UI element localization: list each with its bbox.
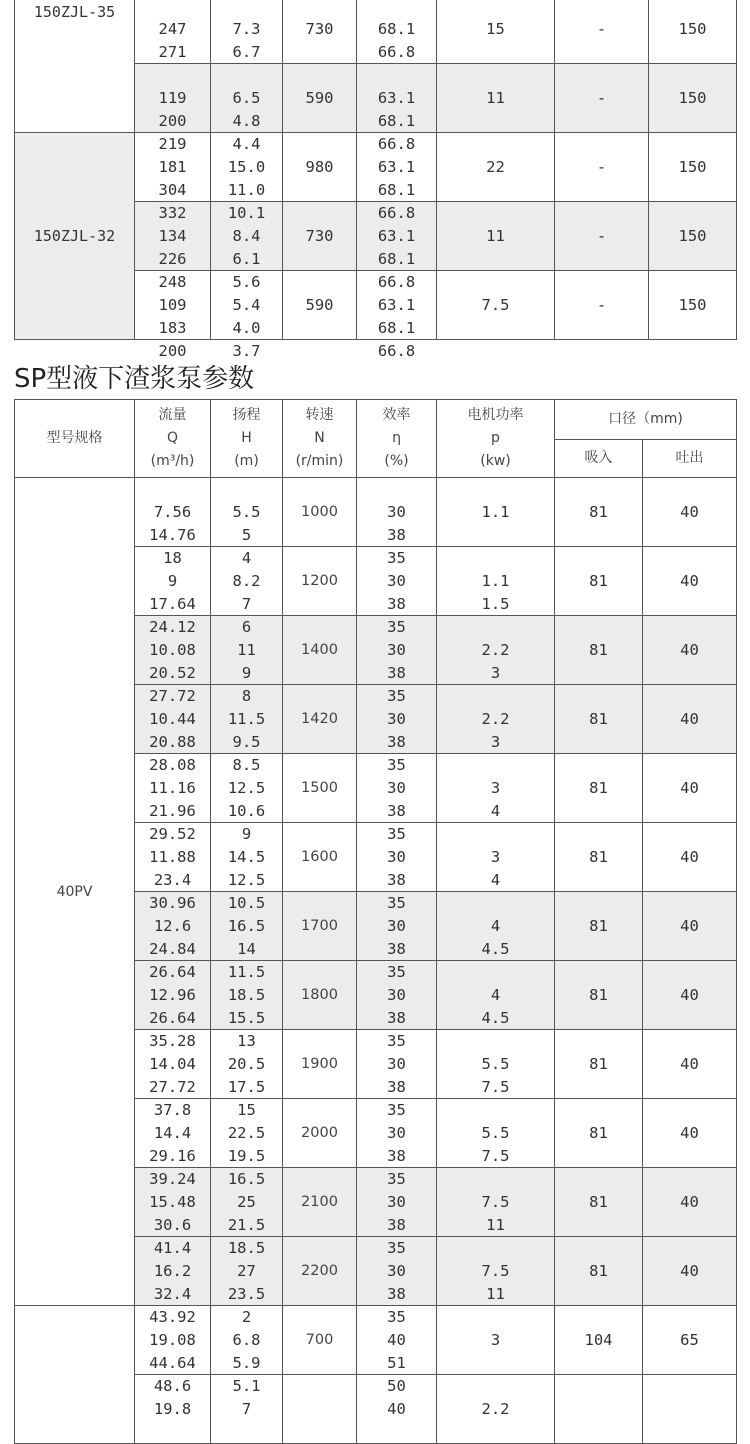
outlet-cell: 40 (643, 685, 737, 754)
head-cell: 18.5 15.5 13 (211, 961, 283, 1030)
power-cell: 11 (437, 202, 555, 271)
power-cell: 7.5 11 (437, 1168, 555, 1237)
speed-cell: 2200 (283, 1237, 357, 1306)
model-cell: 40PV (15, 478, 135, 1306)
inlet-cell: 81 (555, 823, 643, 892)
head-cell: 6.5 4.8 4.4 (211, 64, 283, 133)
speed-cell: 1400 (283, 616, 357, 685)
head-cell: 27 23.5 2 (211, 1237, 283, 1306)
outlet-cell: 150 (649, 202, 737, 271)
efficiency-cell: 30 38 35 (357, 547, 437, 616)
flow-cell: 14.4 29.16 39.24 (135, 1099, 211, 1168)
outlet-cell: 40 (643, 1099, 737, 1168)
inlet-cell: 81 (555, 616, 643, 685)
power-cell: 3 (437, 1306, 555, 1375)
inlet-cell: 81 (555, 547, 643, 616)
speed-cell: 590 (283, 64, 357, 133)
speed-cell: 1700 (283, 892, 357, 961)
flow-cell: 7.56 14.76 18 (135, 478, 211, 547)
inlet-cell: 81 (555, 1030, 643, 1099)
efficiency-cell: 63.1 68.1 66.8 (357, 133, 437, 202)
efficiency-cell: 30 38 35 (357, 1168, 437, 1237)
power-cell: 7.5 11 (437, 1237, 555, 1306)
head-cell: 25 21.5 18.5 (211, 1168, 283, 1237)
outlet-cell: 150 (649, 271, 737, 340)
efficiency-cell: 30 38 35 (357, 616, 437, 685)
head-cell: 7 (211, 1375, 283, 1444)
flow-cell: 11.16 21.96 29.52 (135, 754, 211, 823)
model-cell: 150ZJL-35 (15, 0, 135, 133)
flow-cell: 12.6 24.84 26.64 (135, 892, 211, 961)
power-cell: 1.1 (437, 478, 555, 547)
outlet-cell: 40 (643, 1168, 737, 1237)
power-cell: 5.5 7.5 (437, 1030, 555, 1099)
header-outlet: 吐出 (643, 440, 737, 478)
power-cell: 5.5 7.5 (437, 1099, 555, 1168)
head-cell: 14.5 12.5 10.5 (211, 823, 283, 892)
outlet-cell: 65 (643, 1306, 737, 1375)
head-cell: 15.0 11.0 10.1 (211, 133, 283, 202)
inlet-cell: 81 (555, 685, 643, 754)
efficiency-cell: 30 38 35 (357, 1030, 437, 1099)
inlet-cell: 81 (555, 1099, 643, 1168)
speed-cell: 1600 (283, 823, 357, 892)
flow-cell: 134 226 248 (135, 202, 211, 271)
head-cell: 11.5 9.5 8.5 (211, 685, 283, 754)
flow-cell: 181 304 332 (135, 133, 211, 202)
inlet-cell: 104 (555, 1306, 643, 1375)
power-cell: 2.2 3 (437, 685, 555, 754)
outlet-cell: 40 (643, 961, 737, 1030)
head-cell: 22.5 19.5 16.5 (211, 1099, 283, 1168)
head-cell: 12.5 10.6 9 (211, 754, 283, 823)
flow-cell: 19.08 44.64 48.6 (135, 1306, 211, 1375)
efficiency-cell: 30 38 35 (357, 754, 437, 823)
head-cell: 16.5 14 11.5 (211, 892, 283, 961)
speed-cell: 2000 (283, 1099, 357, 1168)
speed-cell: 730 (283, 202, 357, 271)
speed-cell: 700 (283, 1306, 357, 1375)
flow-cell: 16.2 32.4 43.92 (135, 1237, 211, 1306)
speed-cell: 1420 (283, 685, 357, 754)
inlet-cell: 81 (555, 892, 643, 961)
power-cell: 2.2 (437, 1375, 555, 1444)
speed-cell: 1200 (283, 547, 357, 616)
efficiency-cell: 30 38 35 (357, 478, 437, 547)
outlet-cell: 40 (643, 478, 737, 547)
flow-cell: 12.96 26.64 35.28 (135, 961, 211, 1030)
header-efficiency: 效率 η (%) (357, 400, 437, 478)
header-head: 扬程 H (m) (211, 400, 283, 478)
flow-cell: 15.48 30.6 41.4 (135, 1168, 211, 1237)
speed-cell: 730 (283, 0, 357, 64)
header-diameter: 口径（mm) (555, 400, 737, 440)
npsh-cell: - (555, 0, 649, 64)
efficiency-cell: 63.1 68.1 66.8 (357, 202, 437, 271)
header-inlet: 吸入 (555, 440, 643, 478)
model-cell: 150ZJL-32 (15, 133, 135, 340)
flow-cell: 11.88 23.4 30.96 (135, 823, 211, 892)
efficiency-cell: 30 38 35 (357, 1237, 437, 1306)
header-model: 型号规格 (15, 400, 135, 478)
inlet-cell (555, 1375, 643, 1444)
head-cell: 6.8 5.9 5.1 (211, 1306, 283, 1375)
efficiency-cell: 68.1 66.8 (357, 0, 437, 64)
npsh-cell: - (555, 271, 649, 340)
head-cell: 5.5 5 4 (211, 478, 283, 547)
outlet-cell: 40 (643, 1237, 737, 1306)
efficiency-cell: 30 38 35 (357, 685, 437, 754)
flow-cell: 10.08 20.52 27.72 (135, 616, 211, 685)
head-cell: 5.4 4.0 3.7 (211, 271, 283, 340)
sp-parameter-table (14, 399, 737, 1444)
outlet-cell: 40 (643, 616, 737, 685)
flow-cell: 247 271 (135, 0, 211, 64)
outlet-cell: 40 (643, 754, 737, 823)
head-cell: 8.2 7 6 (211, 547, 283, 616)
npsh-cell: - (555, 133, 649, 202)
npsh-cell: - (555, 202, 649, 271)
flow-cell: 14.04 27.72 37.8 (135, 1030, 211, 1099)
power-cell: 7.5 (437, 271, 555, 340)
speed-cell: 2100 (283, 1168, 357, 1237)
power-cell: 4 4.5 (437, 892, 555, 961)
section-title: SP型液下渣浆泵参数 (14, 364, 255, 394)
flow-cell: 109 183 200 (135, 271, 211, 340)
speed-cell: 980 (283, 133, 357, 202)
head-cell: 8.4 6.1 5.6 (211, 202, 283, 271)
header-flow: 流量 Q (m³/h) (135, 400, 211, 478)
header-speed: 转速 N (r/min) (283, 400, 357, 478)
npsh-cell: - (555, 64, 649, 133)
speed-cell: 1500 (283, 754, 357, 823)
flow-cell: 19.8 (135, 1375, 211, 1444)
speed-cell: 1000 (283, 478, 357, 547)
outlet-cell: 40 (643, 892, 737, 961)
inlet-cell: 81 (555, 961, 643, 1030)
efficiency-cell: 30 38 35 (357, 1099, 437, 1168)
head-cell: 7.3 6.7 (211, 0, 283, 64)
efficiency-cell: 40 (357, 1375, 437, 1444)
outlet-cell: 40 (643, 547, 737, 616)
power-cell: 1.1 1.5 (437, 547, 555, 616)
efficiency-cell: 63.1 68.1 66.8 (357, 271, 437, 340)
outlet-cell (643, 1375, 737, 1444)
head-cell: 20.5 17.5 15 (211, 1030, 283, 1099)
flow-cell: 9 17.64 24.12 (135, 547, 211, 616)
efficiency-cell: 30 38 35 (357, 892, 437, 961)
power-cell: 3 4 (437, 823, 555, 892)
table-row (15, 0, 737, 64)
inlet-cell: 81 (555, 1168, 643, 1237)
efficiency-cell: 30 38 35 (357, 961, 437, 1030)
power-cell: 3 4 (437, 754, 555, 823)
head-cell: 11 9 8 (211, 616, 283, 685)
outlet-cell: 150 (649, 0, 737, 64)
efficiency-cell: 30 38 35 (357, 823, 437, 892)
outlet-cell: 40 (643, 1030, 737, 1099)
model-cell (15, 1306, 135, 1444)
table-row (15, 478, 737, 547)
inlet-cell: 81 (555, 1237, 643, 1306)
speed-cell: 1800 (283, 961, 357, 1030)
inlet-cell: 81 (555, 478, 643, 547)
efficiency-cell: 63.1 68.1 66.8 (357, 64, 437, 133)
power-cell: 11 (437, 64, 555, 133)
power-cell: 22 (437, 133, 555, 202)
flow-cell: 119 200 219 (135, 64, 211, 133)
inlet-cell: 81 (555, 754, 643, 823)
header-power: 电机功率 p (kw) (437, 400, 555, 478)
power-cell: 4 4.5 (437, 961, 555, 1030)
power-cell: 15 (437, 0, 555, 64)
speed-cell (283, 1375, 357, 1444)
outlet-cell: 150 (649, 133, 737, 202)
flow-cell: 10.44 20.88 28.08 (135, 685, 211, 754)
efficiency-cell: 40 51 50 (357, 1306, 437, 1375)
outlet-cell: 150 (649, 64, 737, 133)
power-cell: 2.2 3 (437, 616, 555, 685)
speed-cell: 590 (283, 271, 357, 340)
top-parameter-table (14, 0, 737, 360)
outlet-cell: 40 (643, 823, 737, 892)
speed-cell: 1900 (283, 1030, 357, 1099)
